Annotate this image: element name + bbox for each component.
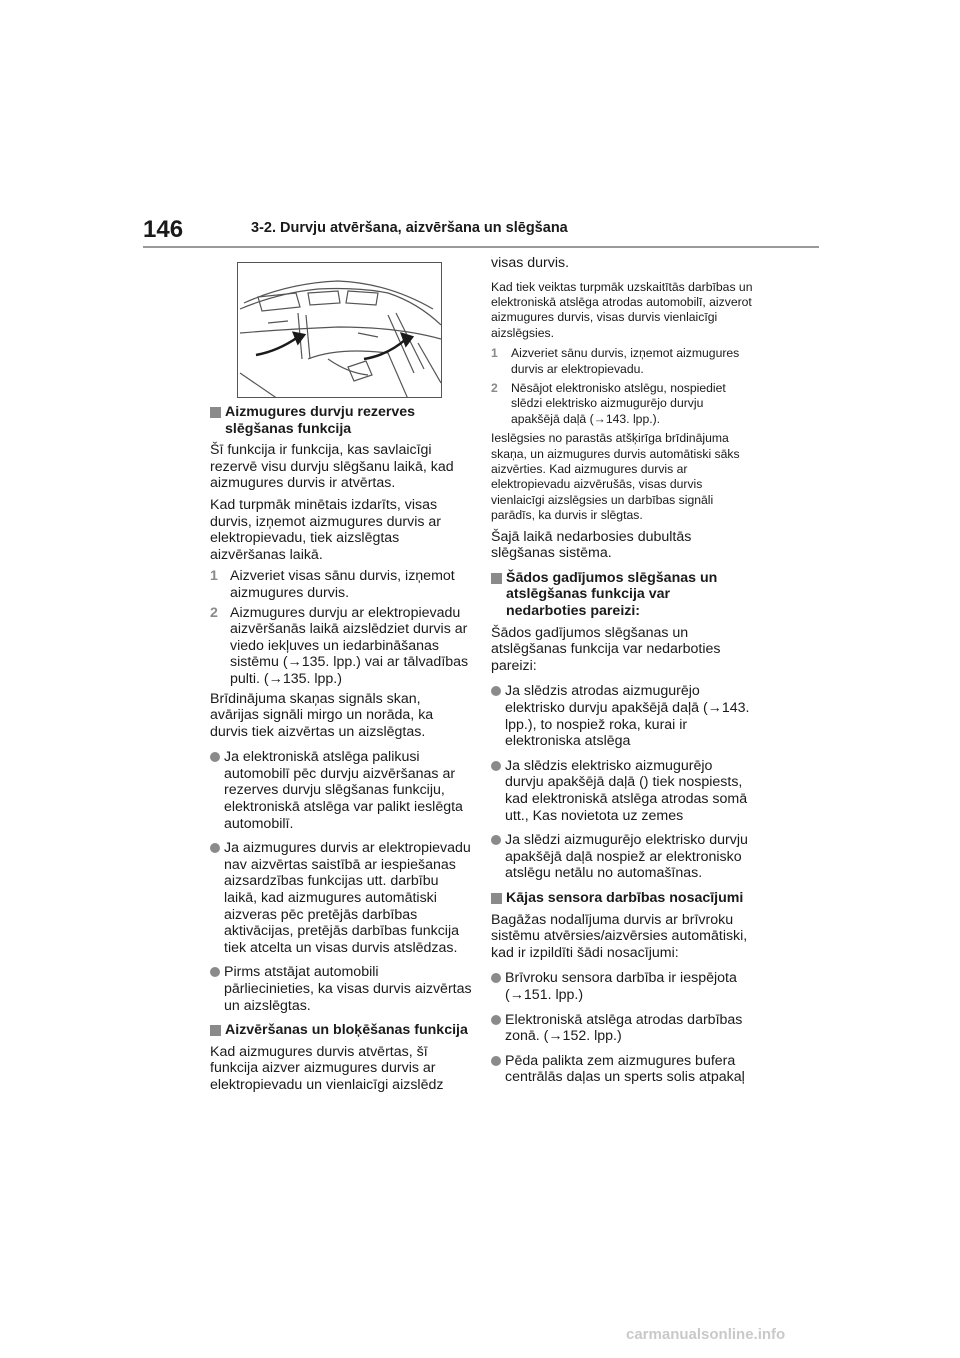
- round-bullet-icon: [491, 835, 501, 845]
- heading-text: Kājas sensora darbības nosacījumi: [506, 889, 744, 906]
- bullet-text: Ja elektroniskā atslēga palikusi automobilī pēc durvju aizvēršanas ar rezerves durvju slēgšanas funkciju, elektroniskā atslēga var palikt ieslēgta automobilī.: [224, 749, 463, 832]
- round-bullet-icon: [491, 761, 501, 771]
- heading-text: Aizmugures durvju rezerves slēgšanas funkcija: [225, 404, 416, 437]
- small-paragraph: Ieslēgsies no parastās atšķirīga brīdinājuma skaņa, un aizmugures durvis automātiski sāks aizvērties. Kad aizmugures durvis ar elektropievadu aizvērušās, visas durvis vienlaicīgi aizslēgsies un darbības signāli parādīs, ka durvis ir slēgtas.: [491, 431, 740, 523]
- round-bullet-icon: [210, 843, 220, 853]
- paragraph: Kad aizmugures durvis atvērtas, šī funkcija aizver aizmugures durvis ar elektropievadu un vienlaicīgi aizslēdz: [210, 1043, 444, 1093]
- bullet-text: Elektroniskā atslēga atrodas darbības zonā. (→152. lpp.): [505, 1011, 743, 1045]
- step-number: 2: [491, 381, 498, 396]
- step-number: 1: [210, 568, 218, 585]
- heading-text: Aizvēršanas un bloķēšanas funkcija: [225, 1022, 468, 1039]
- round-bullet-icon: [491, 1015, 501, 1025]
- round-bullet-icon: [210, 752, 220, 762]
- page-number: 146: [143, 216, 184, 243]
- step-number: 2: [210, 604, 218, 621]
- bullet-text: Pirms atstājat automobili pārliecinieties, ka visas durvis aizvērtas un aizslēgtas.: [224, 964, 472, 1014]
- tailgate-illustration-svg: [238, 263, 442, 398]
- step-text: Aizveriet visas sānu durvis, izņemot aizmugures durvis.: [230, 568, 455, 601]
- step-number: 1: [491, 346, 498, 361]
- square-bullet-icon: [491, 893, 502, 904]
- bullet-item: [210, 749, 472, 832]
- bullet-item: [491, 683, 753, 749]
- bullet-text: Ja slēdzi aizmugurējo elektrisko durvju apakšējā daļā nospiež ar elektronisko atslēgu netālu no automašīnas.: [505, 832, 748, 882]
- bullet-text: Ja slēdzis elektrisko aizmugurējo durvju apakšējā daļā () tiek nospiests, kad elektroniskā atslēga atrodas somā utt., Kas novietota uz zemes: [505, 757, 748, 824]
- step-item: [491, 381, 753, 427]
- right-column: [491, 255, 753, 1094]
- bullet-text: Pēda palikta zem aizmugures bufera centrālās daļas un sperts solis atpakaļ: [505, 1052, 745, 1086]
- round-bullet-icon: [491, 1056, 501, 1066]
- bullet-text: Ja slēdzis atrodas aizmugurējo elektrisko durvju apakšējā daļā (→143. lpp.), to nospiež roka, kurai ir elektroniska atslēga: [505, 683, 750, 750]
- round-bullet-icon: [491, 686, 501, 696]
- step-item: [210, 605, 472, 688]
- square-bullet-icon: [491, 573, 502, 584]
- paragraph: Bagāžas nodalījuma durvis ar brīvroku sistēmu atvērsies/aizvērsies automātiski, kad ir izpildīti šādi nosacījumi:: [491, 911, 748, 961]
- bullet-item: [491, 758, 753, 824]
- step-text: Nēsājot elektronisko atslēgu, nospiediet slēdzi elektrisko aizmugurējo durvju apakšējā daļā (→143. lpp.).: [511, 381, 726, 426]
- step-item: [210, 568, 472, 601]
- bullet-item: [491, 1012, 753, 1045]
- bullet-item: [210, 964, 472, 1014]
- bullet-item: [491, 970, 753, 1003]
- paragraph: Brīdinājuma skaņas signāls skan, avārijas signāli mirgo un norāda, ka durvis tiek aizvērtas un aizslēgtas.: [210, 690, 434, 740]
- heading-close-lock: [210, 1022, 472, 1039]
- section-title: 3-2. Durvju atvēršana, aizvēršana un slēgšana: [251, 220, 568, 236]
- bullet-text: Ja aizmugures durvis ar elektropievadu nav aizvērtas saistībā ar iespiešanas aizsardzības funkcijas utt. darbību laikā, kad aizmugures automātiski aizveras pēc pretējās darbības aktivācijas, pretējās darbības funkcija tiek atcelta un visas durvis atslēdzas.: [224, 840, 471, 956]
- bullet-item: [491, 832, 753, 882]
- watermark: carmanualsonline.info: [626, 1326, 786, 1343]
- round-bullet-icon: [491, 973, 501, 983]
- step-text: Aizveriet sānu durvis, izņemot aizmugures durvis ar elektropievadu.: [511, 346, 740, 376]
- page-header: [143, 216, 819, 250]
- header-rule: [143, 246, 819, 248]
- heading-kick-sensor: [491, 890, 753, 907]
- heading-text: Šādos gadījumos slēgšanas un atslēgšanas funkcija var nedarboties pareizi:: [506, 569, 718, 620]
- square-bullet-icon: [210, 1025, 221, 1036]
- paragraph: Kad turpmāk minētais izdarīts, visas durvis, izņemot aizmugures durvis ar elektropievadu, tiek aizslēgtas aizvēršanas laikā.: [210, 496, 442, 563]
- paragraph: visas durvis.: [491, 255, 570, 271]
- heading-backup-lock: [210, 404, 472, 437]
- step-text: Aizmugures durvju ar elektropievadu aizvēršanās laikā aizslēdziet durvis ar viedo iekļuves un iedarbināšanas sistēmu (→135. lpp.) vai ar tālvadības pulti. (→135. lpp.): [230, 604, 469, 687]
- square-bullet-icon: [210, 407, 221, 418]
- paragraph: Šādos gadījumos slēgšanas un atslēgšanas funkcija var nedarboties pareizi:: [491, 624, 721, 674]
- heading-malfunction-cases: [491, 570, 753, 620]
- tailgate-illustration: [237, 262, 442, 398]
- paragraph: Šī funkcija ir funkcija, kas savlaicīgi rezervē visu durvju slēgšanu laikā, kad aizmugures durvis ir atvērtas.: [210, 442, 454, 492]
- step-item: [491, 346, 753, 377]
- bullet-item: [491, 1053, 753, 1086]
- bullet-item: [210, 840, 472, 956]
- round-bullet-icon: [210, 967, 220, 977]
- left-column: [210, 404, 472, 1099]
- paragraph: Šajā laikā nedarbosies dubultās slēgšanas sistēma.: [491, 528, 692, 562]
- small-paragraph: Kad tiek veiktas turpmāk uzskaitītās darbības un elektroniskā atslēga atrodas automobilī, aizverot aizmugures durvis, visas durvis vienlaicīgi aizslēgsies.: [491, 279, 753, 340]
- bullet-text: Brīvroku sensora darbība ir iespējota (→151. lpp.): [505, 970, 737, 1003]
